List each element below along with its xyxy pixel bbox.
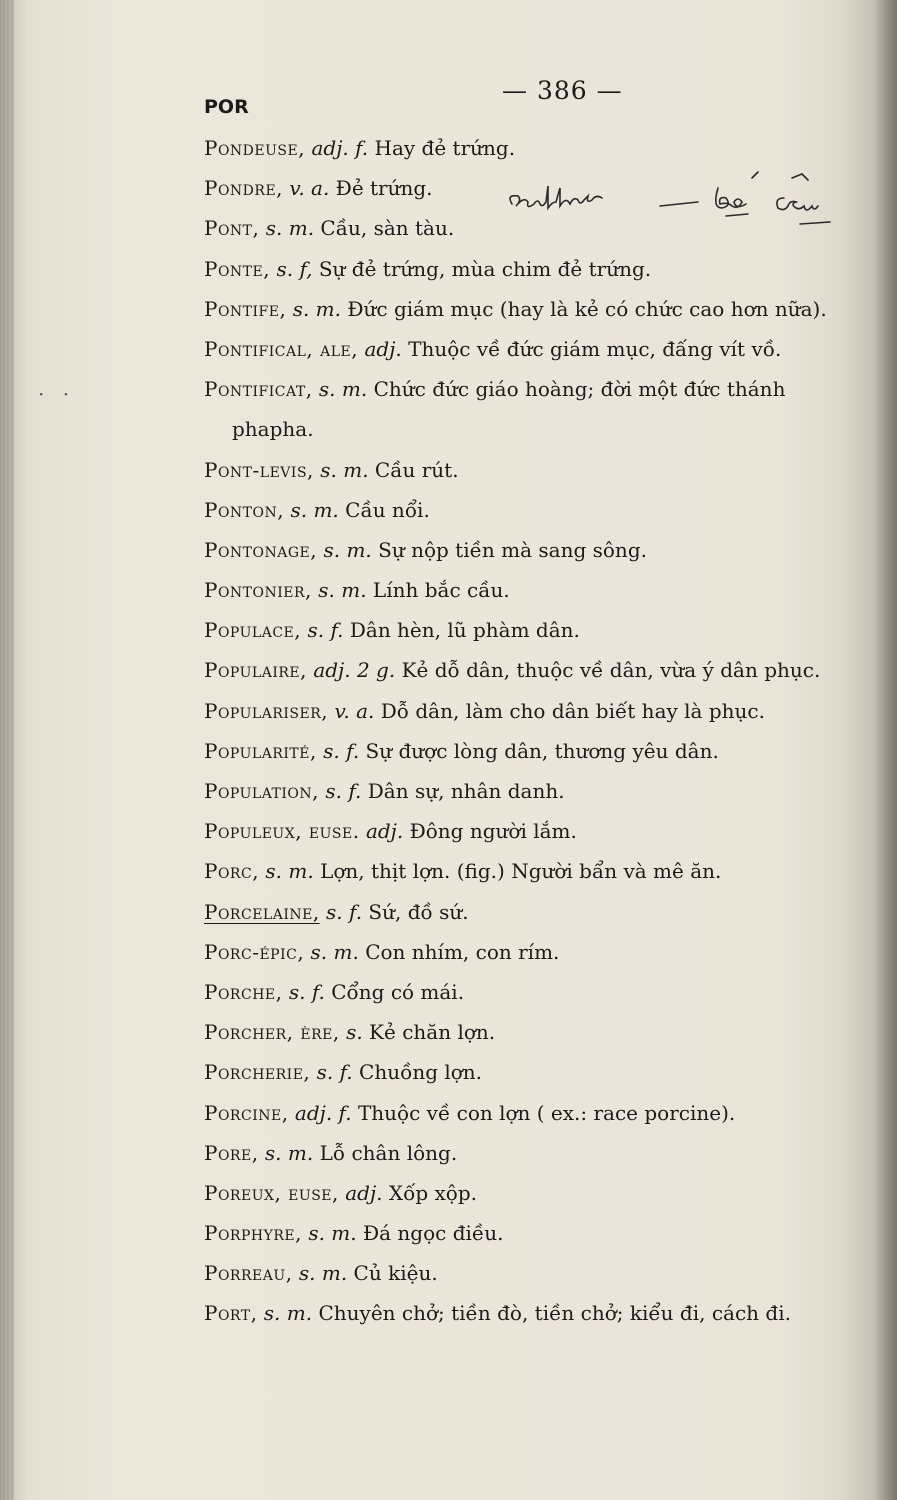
entry-definition: Củ kiệu. (347, 1261, 438, 1286)
entry-definition: Dân sự, nhân danh. (361, 779, 565, 803)
dictionary-entry (204, 610, 884, 650)
dictionary-entry (204, 932, 884, 972)
entry-headword: Pore, (204, 1140, 259, 1165)
dictionary-entry (204, 731, 884, 771)
dictionary-entry (204, 409, 884, 449)
dictionary-entry (204, 128, 884, 168)
entry-grammar: s. m. (258, 1140, 314, 1165)
dictionary-entry (204, 1093, 884, 1133)
page-gutter-shadow (0, 0, 14, 1500)
running-head: POR (204, 96, 249, 118)
entry-grammar: adj. f. (305, 136, 369, 160)
entry-definition: Cầu, sàn tàu. (314, 216, 455, 241)
entry-definition: Kẻ chăn lợn. (362, 1020, 496, 1045)
entry-definition: Sự đẻ trứng, mùa chim đẻ trứng. (312, 256, 652, 281)
entry-definition: Xốp xộp. (382, 1180, 478, 1205)
dictionary-entry (204, 972, 884, 1012)
entry-headword: Populariser, (204, 698, 329, 723)
dictionary-entry (204, 892, 884, 932)
dictionary-entry (204, 1012, 884, 1052)
entry-definition: Sứ, đồ sứ. (362, 899, 469, 924)
entry-definition: Chuyên chở; tiền đò, tiền chở; kiểu đi, cách đi. (312, 1301, 791, 1326)
entry-headword: Populeux, euse. (204, 819, 360, 844)
dictionary-entry (204, 1133, 884, 1173)
entry-headword: Porcine, (204, 1100, 289, 1125)
entry-grammar: s. f. (316, 738, 360, 763)
entry-definition: Cầu rút. (368, 457, 459, 482)
dictionary-entry (204, 1052, 884, 1092)
entry-grammar: s. f, (270, 256, 313, 281)
entry-definition: Sự được lòng dân, thương yêu dân. (359, 738, 719, 763)
dictionary-entry (204, 530, 884, 570)
entry-grammar: s. (339, 1020, 363, 1045)
entry-grammar: v. a. (328, 698, 375, 723)
entry-grammar: s. m. (313, 457, 369, 482)
entry-grammar: s. f. (319, 899, 363, 924)
entry-definition: Thuộc về con lợn ( ex.: race porcine). (351, 1100, 736, 1125)
dictionary-entry (204, 249, 884, 289)
entry-grammar: s. f. (301, 618, 344, 643)
entry-grammar: adj. (358, 336, 402, 361)
dictionary-entry (204, 329, 884, 369)
entry-definition: Đẻ trứng. (329, 176, 433, 201)
dictionary-entry (204, 490, 884, 530)
entry-grammar: s. m. (304, 939, 359, 964)
page-number: — 386 — (502, 76, 623, 105)
entry-grammar: s. f. (319, 779, 362, 803)
dictionary-entry (204, 450, 884, 490)
entry-definition: Cầu nổi. (338, 497, 430, 522)
entry-definition: Chuồng lợn. (352, 1060, 483, 1085)
entry-definition: Đức giám mục (hay là kẻ có chức cao hơn nữa). (341, 296, 827, 321)
entry-headword: Porcher, ère, (204, 1020, 340, 1045)
entry-grammar: s. f. (310, 1060, 353, 1085)
margin-marks: · · (38, 382, 76, 406)
entry-definition: Đông người lắm. (403, 819, 577, 844)
entry-grammar: s. m. (292, 1261, 348, 1286)
dictionary-entry (204, 1173, 884, 1213)
entry-headword: Porreau, (204, 1261, 293, 1286)
entry-headword: Pontonier, (204, 578, 312, 603)
dictionary-entry (204, 851, 884, 891)
entry-grammar: s. m. (317, 537, 372, 562)
dictionary-entry (204, 1293, 884, 1333)
entry-headword: Pontificat, (204, 377, 313, 402)
dictionary-entries (204, 128, 884, 1334)
entry-grammar: v. a. (283, 176, 330, 201)
entry-headword: Porphyre, (204, 1221, 302, 1246)
handwritten-annotation (500, 168, 860, 238)
dictionary-entry (204, 650, 884, 690)
entry-definition: Chức đức giáo hoàng; đời một đức thánh (367, 377, 786, 402)
entry-grammar: s. m. (259, 216, 315, 241)
entry-grammar: adj. (359, 819, 404, 844)
dictionary-entry (204, 771, 884, 811)
dictionary-entry (204, 289, 884, 329)
entry-grammar: adj. 2 g. (306, 658, 396, 683)
dictionary-entry (204, 1213, 884, 1253)
entry-headword: Pont, (204, 216, 260, 241)
entry-definition: Lính bắc cầu. (366, 578, 510, 603)
entry-headword: Popularité, (204, 738, 317, 763)
entry-grammar: s. f. (282, 979, 325, 1004)
dictionary-entry (204, 1253, 884, 1293)
entry-grammar: s. m. (301, 1221, 357, 1246)
entry-definition: Cổng có mái. (324, 979, 465, 1004)
entry-definition: Đá ngọc điều. (356, 1221, 504, 1246)
entry-headword: Ponte, (204, 256, 271, 281)
entry-definition: Hay đẻ trứng. (368, 136, 516, 160)
dictionary-entry (204, 369, 884, 409)
entry-headword: Pondre, (204, 176, 284, 201)
entry-headword: Populace, (204, 618, 302, 643)
entry-headword: Populaire, (204, 658, 307, 683)
entry-headword: Pontonage, (204, 537, 318, 562)
entry-headword: Population, (204, 779, 320, 803)
entry-headword: Pontife, (204, 296, 287, 321)
entry-headword: Poreux, euse, (204, 1180, 339, 1205)
entry-grammar: s. m. (259, 859, 314, 884)
entry-definition: Dỗ dân, làm cho dân biết hay là phục. (374, 698, 765, 723)
entry-grammar: s. m. (284, 497, 339, 522)
entry-headword: Porcelaine, (204, 899, 320, 924)
entry-headword: Porc-épic, (204, 939, 305, 964)
entry-definition: phapha. (232, 417, 314, 442)
handwriting-svg (500, 168, 860, 238)
entry-headword: Pont-levis, (204, 457, 314, 482)
entry-headword: Porche, (204, 979, 283, 1004)
entry-definition: Lỗ chân lông. (313, 1140, 458, 1165)
entry-headword: Ponton, (204, 497, 285, 522)
entry-grammar: adj. f. (288, 1100, 352, 1125)
entry-definition: Con nhím, con rím. (358, 939, 560, 964)
entry-grammar: s. m. (286, 296, 342, 321)
entry-headword: Pontifical, ale, (204, 336, 359, 361)
entry-definition: Kẻ dỗ dân, thuộc về dân, vừa ý dân phục. (395, 658, 821, 683)
entry-definition: Sự nộp tiền mà sang sông. (371, 537, 647, 562)
entry-headword: Port, (204, 1301, 258, 1326)
entry-headword: Porc, (204, 859, 260, 884)
dictionary-entry (204, 811, 884, 851)
dictionary-entry (204, 691, 884, 731)
dictionary-entry (204, 570, 884, 610)
entry-definition: Dân hèn, lũ phàm dân. (343, 618, 580, 643)
entry-grammar: s. m. (257, 1301, 313, 1326)
entry-headword: Porcherie, (204, 1060, 311, 1085)
entry-definition: Lợn, thịt lợn. (fig.) Người bẩn và mê ăn. (313, 859, 722, 884)
entry-grammar: s. m. (312, 377, 368, 402)
entry-definition: Thuộc về đức giám mục, đấng vít vồ. (401, 336, 782, 361)
entry-grammar: s. m. (311, 578, 367, 603)
entry-headword: Pondeuse, (204, 136, 306, 160)
entry-grammar: adj. (338, 1180, 383, 1205)
